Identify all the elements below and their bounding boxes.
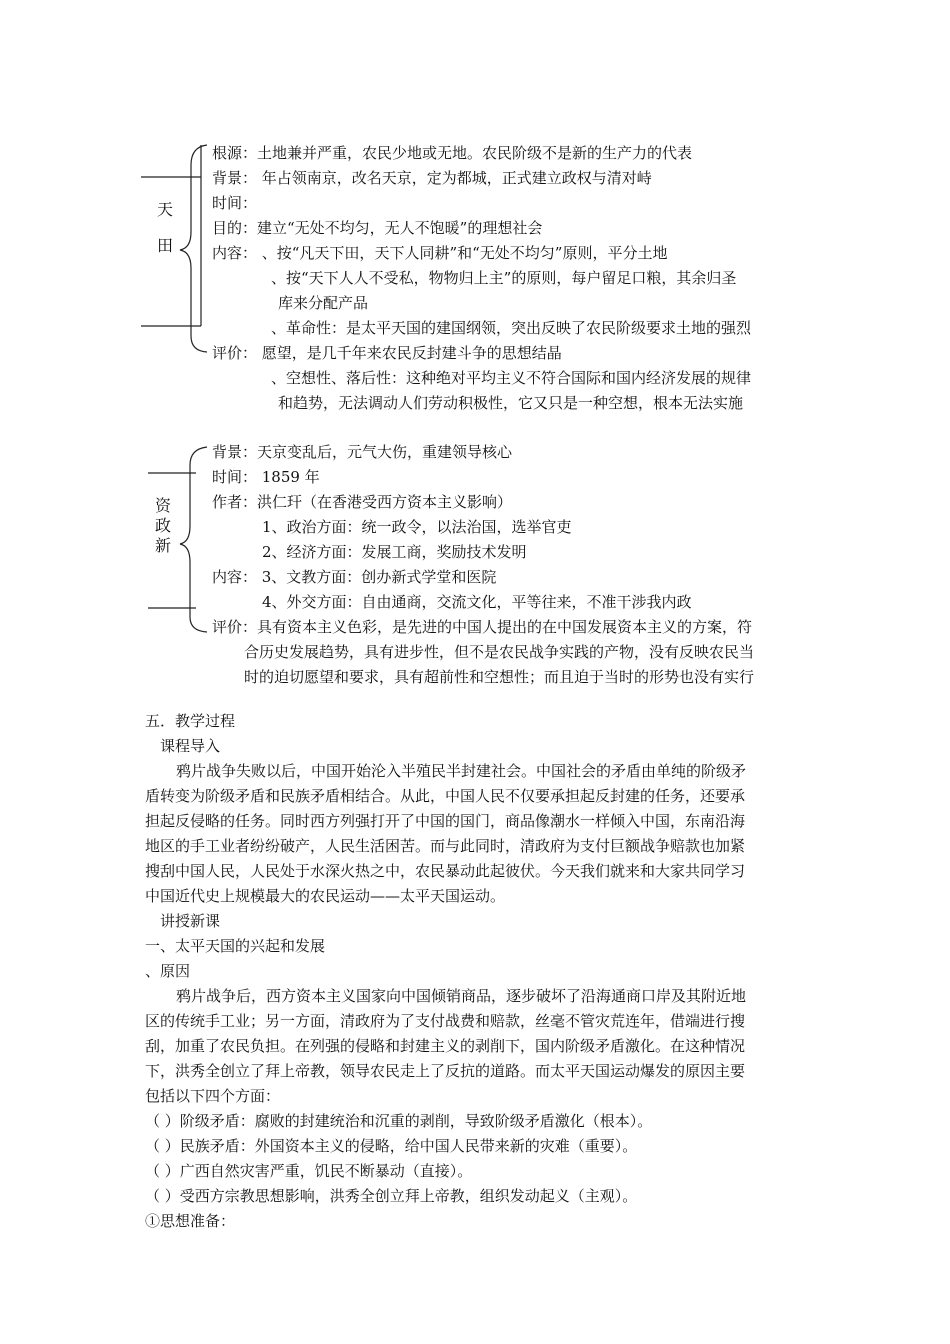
list-item-natural-disaster: （ ）广西自然灾害严重，饥民不断暴动（直接）。 [145, 1162, 473, 1180]
tiantian-origin-line: 根源：土地兼并严重，农民少地或无地。农民阶级不是新的生产力的代表 [212, 144, 693, 162]
tiantian-eval-line-2: 评价： 愿望，是几千年来农民反封建斗争的思想结晶 [212, 344, 562, 362]
list-item-national-conflict: （ ）民族矛盾：外国资本主义的侵略，给中国人民带来新的灾难（重要）。 [145, 1137, 638, 1155]
zizheng-author-line: 作者：洪仁玕（在香港受西方资本主义影响） [212, 493, 513, 511]
zizheng-content-politics: 1、政治方面：统一政令，以法治国，选举官吏 [262, 518, 572, 536]
paragraph-causes-line-2: 区的传统手工业；另一方面，清政府为了支付战费和赔款，丝毫不管灾荒连年，借端进行搜 [145, 1012, 746, 1030]
tiantian-eval-line-1: 、革命性：是太平天国的建国纲领，突出反映了农民阶级要求土地的强烈 [271, 319, 752, 337]
zizheng-eval-line-1: 评价：具有资本主义色彩，是先进的中国人提出的在中国发展资本主义的方案，符 [212, 618, 753, 636]
paragraph-causes-line-3: 刮，加重了农民负担。在列强的侵略和封建主义的剥削下，国内阶级矛盾激化。在这种情况 [145, 1037, 746, 1055]
tiantian-content-line-1: 内容： 、按“凡天下田，天下人同耕”和“无处不均匀”原则，平分土地 [212, 244, 668, 262]
heading-rise-and-development: 一、太平天国的兴起和发展 [145, 937, 326, 955]
zizheng-content-diplomacy: 4、外交方面：自由通商，交流文化，平等往来，不准干涉我内政 [262, 593, 692, 611]
subheading-ideological-preparation: ①思想准备： [145, 1212, 236, 1230]
paragraph-causes-line-1: 鸦片战争后，西方资本主义国家向中国倾销商品，逐步破坏了沿海通商口岸及其附近地 [176, 987, 747, 1005]
tiantian-eval-line-3: 、空想性、落后性：这种绝对平均主义不符合国际和国内经济发展的规律 [271, 369, 752, 387]
zizheng-content-economy: 2、经济方面：发展工商，奖励技术发明 [262, 543, 527, 561]
paragraph-causes-line-4: 下，洪秀全创立了拜上帝教，领导农民走上了反抗的道路。而太平天国运动爆发的原因主要 [145, 1062, 746, 1080]
tiantian-purpose-line: 目的：建立“无处不均匀，无人不饱暖”的理想社会 [212, 219, 543, 237]
tiantian-background-line: 背景： 年占领南京，改名天京，定为都城，正式建立政权与清对峙 [212, 169, 652, 187]
zizheng-side-label-3: 新 [155, 536, 172, 555]
zizheng-side-label-2: 政 [155, 516, 172, 535]
zizheng-side-label-1: 资 [155, 496, 172, 515]
zizheng-time-line: 时间： 1859 年 [212, 468, 320, 486]
tiantian-eval-line-4: 和趋势，无法调动人们劳动积极性，它又只是一种空想，根本无法实施 [278, 394, 744, 412]
tiantian-content-line-2: 、按“天下人人不受私，物物归上主”的原则，每户留足口粮，其余归圣 [271, 269, 737, 287]
subheading-course-intro: 课程导入 [160, 737, 221, 755]
tiantian-side-label-1: 天 [157, 200, 174, 219]
paragraph-causes-line-5: 包括以下四个方面： [145, 1087, 281, 1105]
section-heading-teaching-process: 五．教学过程 [145, 712, 236, 730]
zizheng-background-line: 背景：天京变乱后，元气大伤，重建领导核心 [212, 443, 513, 461]
paragraph-intro-line-3: 担起反侵略的任务。同时西方列强打开了中国的国门，商品像潮水一样倾入中国，东南沿海 [145, 812, 746, 830]
list-item-class-conflict: （ ）阶级矛盾：腐败的封建统治和沉重的剥削，导致阶级矛盾激化（根本）。 [145, 1112, 653, 1130]
paragraph-intro-line-5: 搜刮中国人民，人民处于水深火热之中，农民暴动此起彼伏。今天我们就来和大家共同学习 [145, 862, 746, 880]
paragraph-intro-line-6: 中国近代史上规模最大的农民运动——太平天国运动。 [145, 887, 506, 905]
paragraph-intro-line-4: 地区的手工业者纷纷破产，人民生活困苦。而与此同时，清政府为支付巨额战争赔款也加紧 [145, 837, 746, 855]
list-item-religious-influence: （ ）受西方宗教思想影响，洪秀全创立拜上帝教，组织发动起义（主观）。 [145, 1187, 638, 1205]
subheading-new-lesson: 讲授新课 [160, 912, 221, 930]
paragraph-intro-line-2: 盾转变为阶级矛盾和民族矛盾相结合。从此，中国人民不仅要承担起反封建的任务，还要承 [145, 787, 746, 805]
subheading-causes: 、原因 [145, 962, 191, 980]
tiantian-content-line-3: 库来分配产品 [278, 294, 369, 312]
tiantian-side-label-2: 田 [157, 236, 174, 255]
zizheng-eval-line-2: 合历史发展趋势，具有进步性，但不是农民战争实践的产物，没有反映农民当 [244, 643, 755, 661]
paragraph-intro-line-1: 鸦片战争失败以后，中国开始沦入半殖民半封建社会。中国社会的矛盾由单纯的阶级矛 [176, 762, 747, 780]
zizheng-curly-brace [180, 447, 207, 632]
tiantian-time-line: 时间： [212, 194, 258, 212]
zizheng-eval-line-3: 时的迫切愿望和要求，具有超前性和空想性；而且迫于当时的形势也没有实行 [244, 668, 755, 686]
zizheng-content-culture: 内容： 3、文教方面：创办新式学堂和医院 [212, 568, 497, 586]
